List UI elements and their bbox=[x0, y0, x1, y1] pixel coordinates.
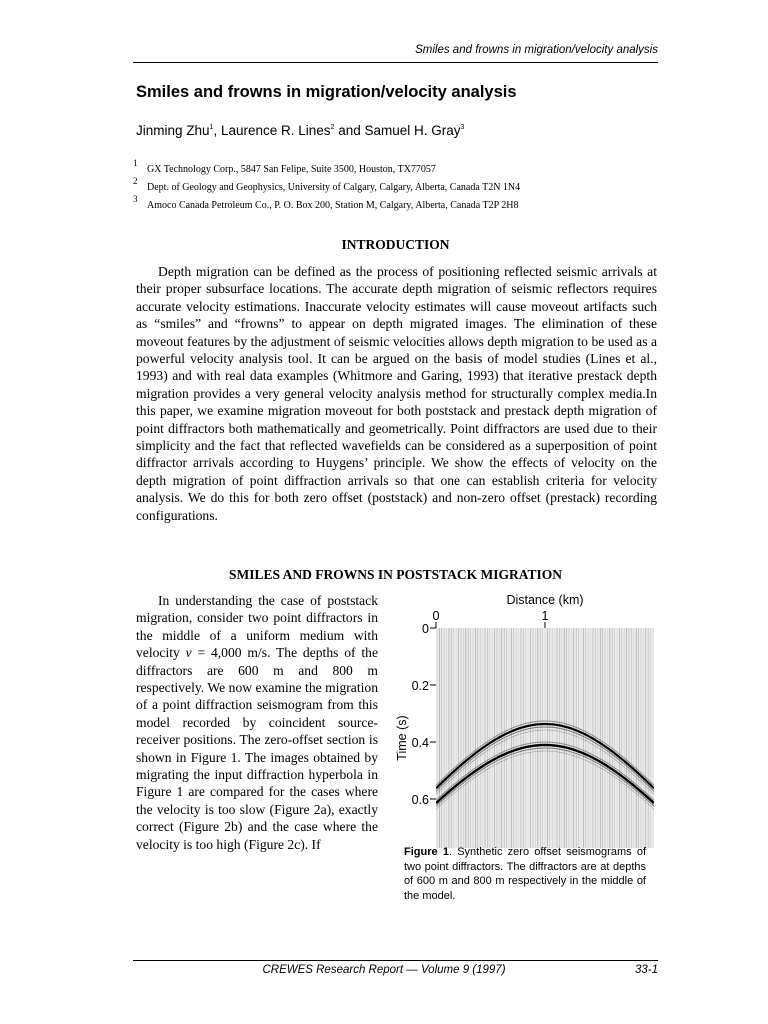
affiliation bbox=[133, 157, 436, 176]
author-affiliation-mark: 2 bbox=[330, 124, 335, 131]
seismogram-plot bbox=[392, 588, 660, 850]
poststack-paragraph bbox=[136, 592, 378, 853]
affiliation-text: Amoco Canada Petroleum Co., P. O. Box 200, Station M, Calgary, Alberta, Canada T2P 2H8 bbox=[147, 200, 519, 211]
author-separator: , bbox=[213, 123, 221, 138]
y-tick-label: 0.6 bbox=[411, 793, 429, 807]
figure-1-caption bbox=[404, 845, 646, 903]
author-affiliation-mark: 3 bbox=[460, 124, 465, 131]
footer-journal: CREWES Research Report — Volume 9 (1997) bbox=[262, 964, 506, 976]
running-head: Smiles and frowns in migration/velocity analysis bbox=[415, 44, 658, 56]
header-rule bbox=[133, 62, 658, 63]
y-axis-label: Time (s) bbox=[395, 715, 409, 761]
y-tick-label: 0 bbox=[422, 622, 429, 636]
affiliation-number: 1 bbox=[133, 158, 138, 168]
author-name: Samuel H. Gray bbox=[364, 123, 461, 138]
y-tick-label: 0.2 bbox=[411, 679, 429, 693]
affiliation-text: GX Technology Corp., 5847 San Felipe, Suite 3500, Houston, TX77057 bbox=[147, 164, 436, 175]
caption-label: Figure 1 bbox=[404, 846, 449, 858]
footer-rule bbox=[133, 960, 658, 961]
figure-1 bbox=[392, 588, 660, 850]
caption-text: . Synthetic zero offset seismograms of two point diffractors. The diffractors are at depths of 600 m and 800 m respectively in the middle of the model. bbox=[404, 846, 646, 902]
x-tick-label: 0 bbox=[432, 609, 440, 623]
paper-title: Smiles and frowns in migration/velocity analysis bbox=[136, 83, 517, 101]
x-axis-label: Distance (km) bbox=[506, 593, 584, 607]
affiliation-number: 3 bbox=[133, 194, 138, 204]
author-list bbox=[136, 123, 464, 138]
paragraph-text: In understanding the case of poststack migration, consider two point diffractors in the middle of a uniform medium with velocity bbox=[136, 593, 378, 661]
introduction-paragraph: Depth migration can be defined as the process of positioning reflected seismic arrivals at their proper subsurface locations. The accurate depth migration of seismic reflectors requires accurate velocity estimations. Inaccurate velocity estimates will cause moveout artifacts such as “smiles” and “frowns” to appear on depth migrated images. The elimination of these moveout features by the adjustment of seismic velocities allows depth migration to be used as a powerful velocity analysis tool. It can be argued on the basis of model studies (Lines et al., 1993) and with real data examples (Whitmore and Garing, 1993) that iterative prestack depth migration provides a very general velocity analysis method for structurally complex media.In this paper, we examine migration moveout for both poststack and prestack depth migration of point diffractors both mathematically and geometrically. Point diffractors are used due to their simplicity and the fact that reflected wavefields can be considered as a superposition of point diffractor arrivals according to Huygens’ principle. We show the effects of velocity on the depth migration of point diffraction arrivals so that one can establish criteria for velocity analysis. We do this for both zero offset (poststack) and non-zero offset (prestack) recording configurations. bbox=[136, 264, 657, 523]
section-heading-introduction: INTRODUCTION bbox=[341, 237, 450, 252]
author-name: Jinming Zhu bbox=[136, 123, 210, 138]
author-affiliation-mark: 1 bbox=[209, 124, 214, 131]
affiliation-text: Dept. of Geology and Geophysics, University of Calgary, Calgary, Alberta, Canada T2N 1N4 bbox=[147, 182, 521, 193]
affiliation bbox=[133, 175, 520, 194]
x-tick-label: 1 bbox=[541, 609, 549, 623]
page-number: 33-1 bbox=[634, 964, 658, 976]
section-heading-poststack: SMILES AND FROWNS IN POSTSTACK MIGRATION bbox=[229, 567, 562, 582]
affiliation bbox=[133, 193, 519, 212]
paragraph-text: = 4,000 m/s. The depths of the diffractors are 600 m and 800 m respectively. We now examine the migration of a point diffraction seismogram from this model recorded by coincident source-receiver positions. The zero-offset section is shown in Figure 1. The images obtained by migrating the input diffraction hyperbola in Figure 1 are compared for the cases where the velocity is too slow (Figure 2a), exactly correct (Figure 2b) and the case where the velocity is too high (Figure 2c). If bbox=[136, 645, 378, 852]
y-tick-label: 0.4 bbox=[411, 736, 429, 750]
author-name: Laurence R. Lines bbox=[220, 123, 331, 138]
affiliation-number: 2 bbox=[133, 176, 138, 186]
velocity-symbol: v bbox=[185, 645, 192, 661]
author-separator: and bbox=[334, 123, 365, 138]
